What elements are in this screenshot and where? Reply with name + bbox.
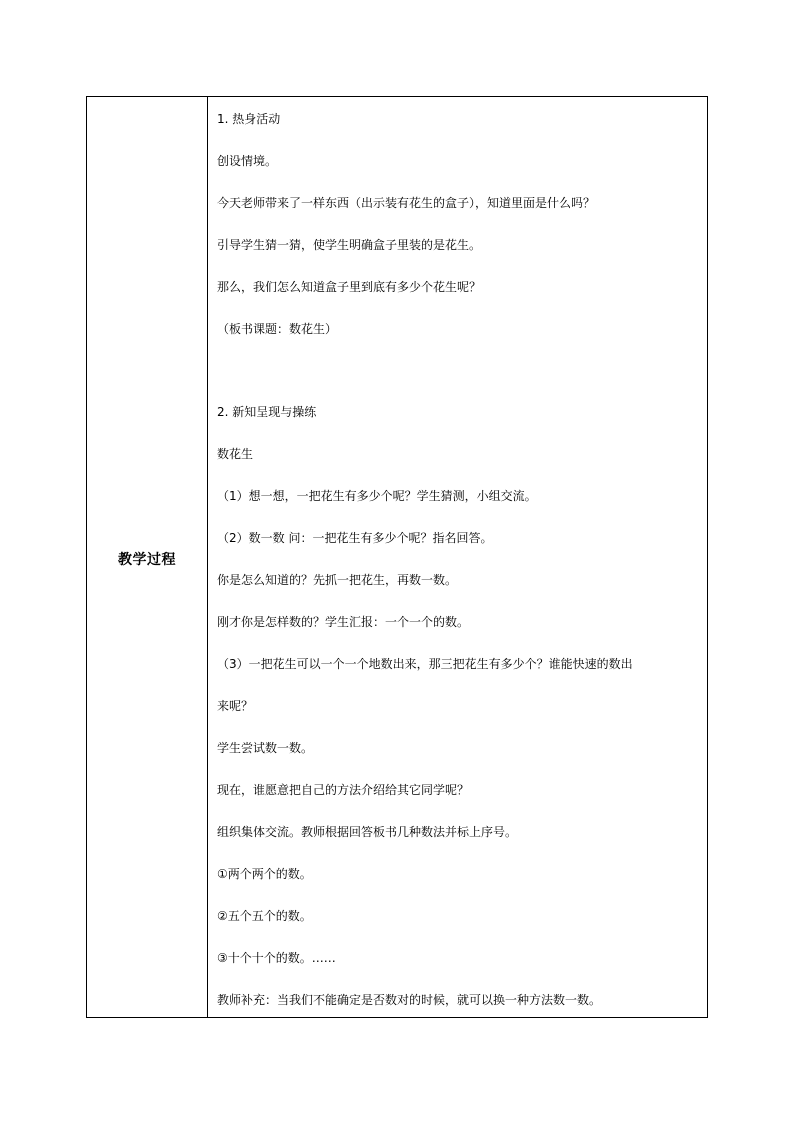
text-line: 学生尝试数一数。 — [217, 741, 314, 755]
lesson-plan-table — [86, 96, 708, 1018]
teaching-process-content — [208, 97, 707, 1017]
text-line: ②五个五个的数。 — [217, 909, 312, 923]
text-line: （板书课题：数花生） — [217, 322, 338, 336]
text-line: 今天老师带来了一样东西（出示装有花生的盒子），知道里面是什么吗？ — [217, 196, 596, 210]
text-line: 创设情境。 — [217, 154, 278, 168]
text-line: ③十个十个的数。…… — [217, 951, 336, 965]
text-line: 1. 热身活动 — [217, 112, 281, 126]
text-line: 刚才你是怎样数的？学生汇报：一个一个的数。 — [217, 615, 470, 629]
text-line: 来呢？ — [217, 699, 254, 713]
text-line: 组织集体交流。教师根据回答板书几种数法并标上序号。 — [217, 825, 518, 839]
text-line: （3）一把花生可以一个一个地数出来，那三把花生有多少个？谁能快速的数出 — [217, 657, 633, 671]
text-line: 数花生 — [217, 447, 254, 461]
text-line: 那么，我们怎么知道盒子里到底有多少个花生呢？ — [217, 280, 482, 294]
text-line: 现在，谁愿意把自己的方法介绍给其它同学呢？ — [217, 783, 470, 797]
text-line: 2. 新知呈现与操练 — [217, 405, 317, 419]
text-line: 引导学生猜一猜，使学生明确盒子里装的是花生。 — [217, 238, 482, 252]
text-line: 你是怎么知道的？先抓一把花生，再数一数。 — [217, 573, 458, 587]
section-label: 教学过程 — [118, 552, 176, 568]
text-line: ①两个两个的数。 — [217, 867, 312, 881]
text-line: 教师补充：当我们不能确定是否数对的时候，就可以换一种方法数一数。 — [217, 993, 602, 1007]
text-line: （2）数一数 问：一把花生有多少个呢？指名回答。 — [217, 531, 493, 545]
text-line: （1）想一想，一把花生有多少个呢？学生猜测，小组交流。 — [217, 489, 537, 503]
section-label-cell — [87, 97, 208, 1017]
